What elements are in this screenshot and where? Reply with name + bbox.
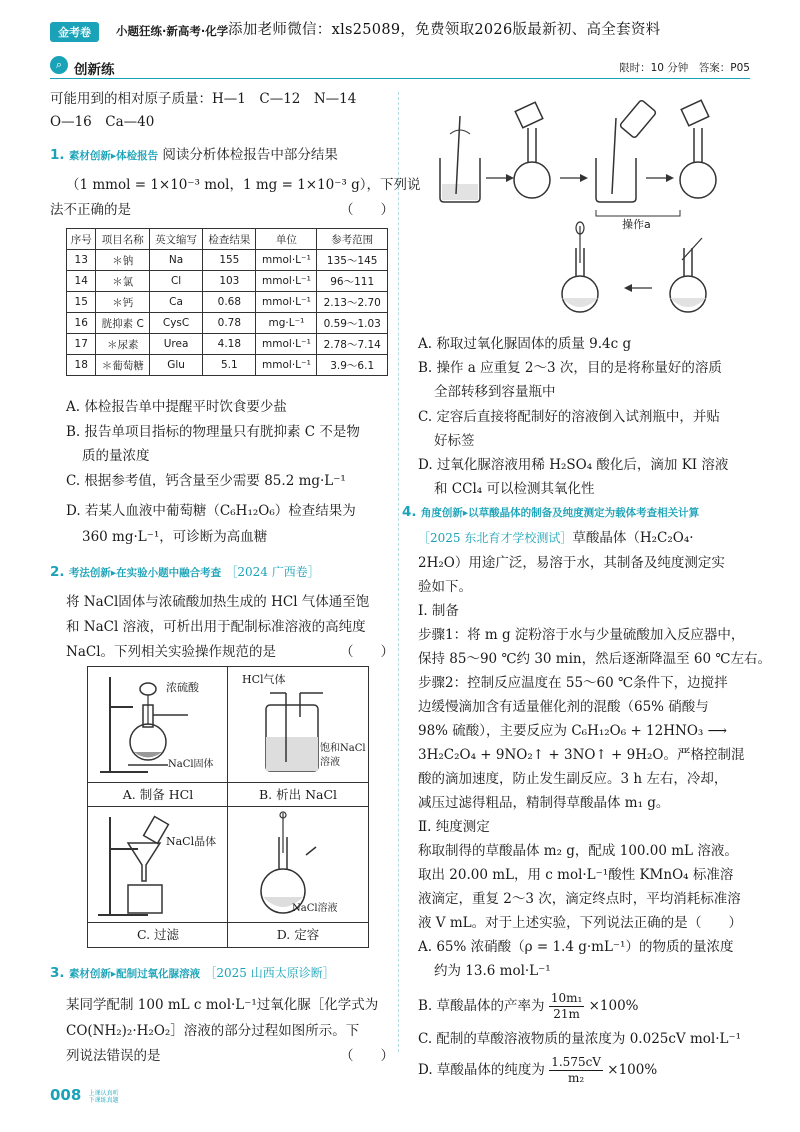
figure-d-caption: D. 定容 [228, 922, 368, 947]
table-row [67, 271, 388, 292]
q3-option-a: A. 称取过氧化脲固体的质量 9.4c g [418, 336, 632, 352]
fraction-denominator: 21m [553, 1007, 580, 1021]
q3-option-c-2: 好标签 [434, 433, 475, 449]
table-header-cell: 序号 [67, 229, 96, 250]
label-hcl-gas: HCl气体 [242, 673, 286, 686]
q4-step1-b: 保持 85～90 ℃约 30 min，然后逐渐降温至 60 ℃左右。 [418, 651, 771, 667]
q2-source: ［2024 广西卷］ [225, 565, 320, 579]
table-cell: ＊葡萄糖 [96, 355, 149, 376]
q4-answer-paren: （ ） [688, 915, 742, 931]
q4-option-d-prefix: D. 草酸晶体的纯度为 [418, 1062, 545, 1078]
q4-step2-f: 减压过滤得粗品，精制得草酸晶体 m₁ g。 [418, 795, 670, 811]
table-cell: 15 [67, 292, 96, 313]
q1-stem-1: 阅读分析体检报告中部分结果 [162, 147, 338, 163]
table-cell: ＊尿素 [96, 334, 149, 355]
q4-stem-2: 2H₂O）用途广泛，易溶于水，其制备及纯度测定实 [418, 555, 725, 571]
table-row [67, 250, 388, 271]
table-cell: mmol·L⁻¹ [256, 355, 317, 376]
footer-note-2: 下课练真题 [88, 1096, 119, 1104]
operation-a-label: 操作a [622, 218, 651, 231]
label-solution: 溶液 [320, 757, 340, 768]
q4-option-c: C. 配制的草酸溶液物质的量浓度为 0.025cV mol·L⁻¹ [418, 1031, 742, 1047]
table-cell: 103 [203, 271, 256, 292]
intro-line-2: O—16 Ca—40 [50, 114, 155, 130]
q3-answer-paren: （ ） [340, 1048, 394, 1064]
q4-source: ［2025 东北育才学校测试］ [418, 531, 573, 545]
q1-option-b-1: B. 报告单项目指标的物理量只有胱抑素 C 不是物 [66, 424, 360, 440]
q4-step2-d: 3H₂C₂O₄ + 9NO₂↑ + 3NO↑ + 9H₂O。严格控制混 [418, 747, 745, 763]
q4-option-a-2: 约为 13.6 mol·L⁻¹ [434, 963, 551, 979]
q3-diagram [420, 98, 750, 318]
solution-prep-steps-icon [420, 98, 750, 318]
q2-number: 2. [50, 564, 65, 580]
table-cell: mg·L⁻¹ [256, 313, 317, 334]
q4-purity-a: 称取制得的草酸晶体 m₂ g，配成 100.00 mL 溶液。 [418, 843, 738, 859]
q1-heading [50, 146, 338, 165]
table-cell: 2.13～2.70 [317, 292, 388, 313]
q2-answer-paren: （ ） [340, 644, 394, 660]
apparatus-filtration-icon [88, 807, 228, 921]
table-cell: mmol·L⁻¹ [256, 250, 317, 271]
table-cell: CysC [149, 313, 202, 334]
q1-report-table [66, 228, 388, 376]
q1-option-c: C. 根据参考值，钙含量至少需要 85.2 mg·L⁻¹ [66, 473, 346, 489]
table-cell: Na [149, 250, 202, 271]
section-bar [50, 58, 750, 79]
column-divider [398, 92, 399, 1052]
label-nacl-solid: NaCl固体 [168, 759, 214, 770]
label-sat-nacl: 饱和NaCl [320, 743, 366, 754]
table-header-row [67, 229, 388, 250]
page-number: 008 [50, 1086, 82, 1104]
table-cell: 胱抑素 C [96, 313, 149, 334]
q4-option-b-prefix: B. 草酸晶体的产率为 [418, 998, 545, 1014]
label-conc-sulfuric-acid: 浓硫酸 [166, 681, 199, 694]
table-cell: mmol·L⁻¹ [256, 334, 317, 355]
table-cell: Cl [149, 271, 202, 292]
q3-option-d-2: 和 CCl₄ 可以检测其氧化性 [434, 481, 595, 497]
table-cell: mmol·L⁻¹ [256, 292, 317, 313]
q4-stem-3: 验如下。 [418, 579, 472, 595]
q1-option-a: A. 体检报告单中提醒平时饮食要少盐 [66, 399, 287, 415]
q4-purity-d: 液 V mL。对于上述实验，下列说法正确的是 [418, 915, 688, 931]
q4-option-b-fraction [549, 991, 584, 1022]
q4-stem-1 [418, 529, 694, 547]
q1-option-d-2: 360 mg·L⁻¹，可诊断为高血糖 [82, 529, 268, 545]
q2-figure-a [87, 666, 229, 808]
q2-stem-3: NaCl。下列相关实验操作规范的是 [66, 644, 277, 660]
q4-option-d-suffix: ×100% [607, 1062, 658, 1078]
q2-tag: 考法创新▸在实验小题中融合考查 [68, 567, 222, 579]
page-footer [50, 1086, 119, 1104]
q2-figure-b [227, 666, 369, 808]
q4-step1-a: 步骤1：将 m g 淀粉溶于水与少量硫酸加入反应器中， [418, 627, 745, 643]
q4-number: 4. [402, 504, 417, 520]
label-nacl-crystal: NaCl晶体 [166, 835, 217, 848]
fraction-numerator: 1.575cV [551, 1055, 601, 1069]
q2-figure-c [87, 806, 229, 948]
table-cell: ＊钠 [96, 250, 149, 271]
section-title: 创新练 [74, 62, 115, 78]
q2-heading [50, 563, 320, 582]
table-cell: Urea [149, 334, 202, 355]
q1-number: 1. [50, 147, 65, 163]
q3-stem-1: 某同学配制 100 mL c mol·L⁻¹过氧化脲［化学式为 [66, 997, 379, 1013]
figure-a-caption: A. 制备 HCl [88, 782, 228, 807]
q1-tag: 素材创新▸体检报告 [68, 150, 159, 162]
table-cell: ＊钙 [96, 292, 149, 313]
fraction-denominator: m₂ [568, 1071, 585, 1085]
table-cell: 0.59～1.03 [317, 313, 388, 334]
fraction-numerator: 10m₁ [550, 991, 583, 1005]
table-cell: 155 [203, 250, 256, 271]
q3-heading [50, 964, 335, 983]
q4-step2-e: 酸的滴加速度，防止发生副反应。3 h 左右，冷却， [418, 771, 728, 787]
q2-stem-2: 和 NaCl 溶液，可析出用于配制标准溶液的高纯度 [66, 619, 366, 635]
table-row [67, 292, 388, 313]
intro-line-1: 可能用到的相对原子质量：H—1 C—12 N—14 [50, 91, 357, 107]
q3-number: 3. [50, 965, 65, 981]
table-cell: mmol·L⁻¹ [256, 271, 317, 292]
q4-option-b [418, 988, 639, 1024]
q4-part-1: Ⅰ. 制备 [418, 603, 459, 619]
table-header-cell: 参考范围 [317, 229, 388, 250]
table-cell: 2.78～7.14 [317, 334, 388, 355]
table-cell: 13 [67, 250, 96, 271]
table-row [67, 355, 388, 376]
q4-part-2: Ⅱ. 纯度测定 [418, 819, 490, 835]
q3-source: ［2025 山西太原诊断］ [204, 966, 335, 980]
q3-tag: 素材创新▸配制过氧化脲溶液 [68, 968, 201, 980]
watermark-text: 添加老师微信：xls25089，免费领取2026版最新初、高全套资料 [228, 22, 661, 38]
q2-figure-d [227, 806, 369, 948]
table-cell: 16 [67, 313, 96, 334]
q4-step2-b: 边缓慢滴加含有适量催化剂的混酸（65% 硝酸与 [418, 699, 709, 715]
table-cell: Glu [149, 355, 202, 376]
footer-note [89, 1090, 119, 1104]
q4-tag: 角度创新▸以草酸晶体的制备及纯度测定为载体考查相关计算 [420, 507, 700, 519]
magnifier-icon: ⌕ [50, 56, 68, 74]
q3-option-b-1: B. 操作 a 应重复 2～3 次，目的是将称量好的溶质 [418, 360, 722, 376]
q3-option-c-1: C. 定容后直接将配制好的溶液倒入试剂瓶中，并贴 [418, 409, 720, 425]
q3-stem-3: 列说法错误的是 [66, 1048, 161, 1064]
q1-answer-paren: （ ） [340, 202, 394, 218]
top-header [50, 22, 770, 44]
q4-option-b-suffix: ×100% [588, 998, 639, 1014]
q4-option-d [418, 1052, 657, 1088]
series-title: 小题狂练·新高考·化学 [116, 24, 229, 38]
table-row [67, 313, 388, 334]
table-header-cell: 单位 [256, 229, 317, 250]
table-cell: 5.1 [203, 355, 256, 376]
q4-stem-1-text: 草酸晶体（H₂C₂O₄· [572, 530, 694, 546]
figure-c-caption: C. 过滤 [88, 922, 228, 947]
table-cell: Ca [149, 292, 202, 313]
q4-purity-b: 取出 20.00 mL，用 c mol·L⁻¹酸性 KMnO₄ 标准溶 [418, 867, 734, 883]
table-cell: 0.68 [203, 292, 256, 313]
q4-step2-c: 98% 硫酸），主要反应为 C₆H₁₂O₆ + 12HNO₃ ⟶ [418, 723, 727, 739]
q1-option-b-2: 质的量浓度 [82, 448, 150, 464]
time-limit: 限时：10 分钟 答案：P05 [619, 62, 750, 74]
q1-stem-3: 法不正确的是 [50, 202, 131, 218]
q3-stem-2: CO(NH₂)₂·H₂O₂］溶液的部分过程如图所示。下 [66, 1023, 360, 1039]
footer-note-1: 上课认真听 [88, 1089, 119, 1097]
table-header-cell: 项目名称 [96, 229, 149, 250]
q3-option-d-1: D. 过氧化脲溶液用稀 H₂SO₄ 酸化后，滴加 KI 溶液 [418, 457, 729, 473]
q2-stem-1: 将 NaCl固体与浓硫酸加热生成的 HCl 气体通至饱 [66, 594, 370, 610]
q3-option-b-2: 全部转移到容量瓶中 [434, 384, 556, 400]
table-cell: 18 [67, 355, 96, 376]
table-row [67, 334, 388, 355]
table-cell: 4.18 [203, 334, 256, 355]
label-nacl-solution: NaCl溶液 [292, 903, 338, 914]
table-cell: 0.78 [203, 313, 256, 334]
q4-purity-c: 液滴定，重复 2～3 次，滴定终点时，平均消耗标准溶 [418, 891, 741, 907]
table-header-cell: 英文缩写 [149, 229, 202, 250]
q4-option-d-fraction [549, 1055, 603, 1086]
q4-heading [402, 503, 699, 522]
table-cell: 3.9～6.1 [317, 355, 388, 376]
q4-step2-a: 步骤2：控制反应温度在 55～60 ℃条件下，边搅拌 [418, 675, 728, 691]
table-cell: 14 [67, 271, 96, 292]
q4-option-a-1: A. 65% 浓硝酸（ρ = 1.4 g·mL⁻¹）的物质的量浓度 [418, 939, 734, 955]
table-cell: 135～145 [317, 250, 388, 271]
table-header-cell: 检查结果 [203, 229, 256, 250]
table-cell: 96～111 [317, 271, 388, 292]
brand-badge: 金考卷 [50, 22, 99, 42]
q1-option-d-1: D. 若某人血液中葡萄糖（C₆H₁₂O₆）检查结果为 [66, 503, 356, 519]
q1-stem-2: （1 mmol = 1×10⁻³ mol，1 mg = 1×10⁻³ g），下列说 [66, 177, 421, 193]
table-cell: 17 [67, 334, 96, 355]
table-cell: ＊氯 [96, 271, 149, 292]
figure-b-caption: B. 析出 NaCl [228, 782, 368, 807]
